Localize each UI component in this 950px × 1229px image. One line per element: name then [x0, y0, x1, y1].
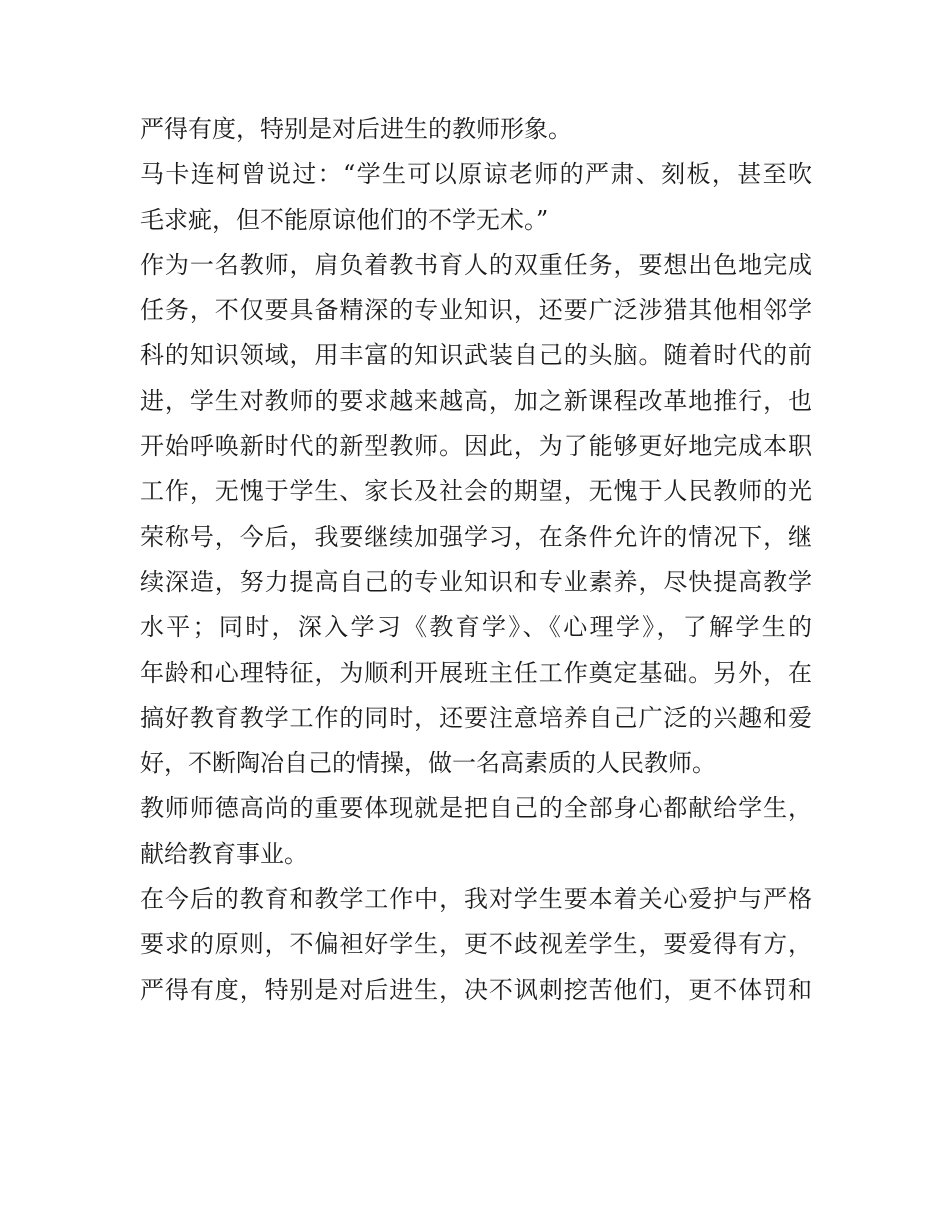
text-line: 水平；同时，深入学习《教育学》、《心理学》，了解学生的: [140, 613, 812, 642]
text-line: 在今后的教育和教学工作中，我对学生要本着关心爱护与严格: [140, 885, 812, 914]
text-line: 毛求疵，但不能原谅他们的不学无术。”: [140, 205, 549, 234]
text-line: 工作，无愧于学生、家长及社会的期望，无愧于人民教师的光: [140, 477, 812, 506]
text-line: 年龄和心理特征，为顺利开展班主任工作奠定基础。另外，在: [140, 658, 812, 687]
text-line: 科的知识领域，用丰富的知识武装自己的头脑。随着时代的前: [140, 341, 812, 370]
text-line: 严得有度，特别是对后进生，决不讽刺挖苦他们，更不体罚和: [140, 975, 812, 1004]
text-line: 荣称号，今后，我要继续加强学习，在条件允许的情况下，继: [140, 522, 812, 551]
text-line: 教师师德高尚的重要体现就是把自己的全部身心都献给学生，: [140, 794, 812, 823]
text-line: 马卡连柯曾说过：“学生可以原谅老师的严肃、刻板，甚至吹: [140, 160, 812, 189]
text-line: 续深造，努力提高自己的专业知识和专业素养，尽快提高教学: [140, 567, 812, 596]
text-line: 严得有度，特别是对后进生的教师形象。: [140, 115, 572, 143]
text-line: 进，学生对教师的要求越来越高，加之新课程改革地推行，也: [140, 386, 812, 415]
document-body: [140, 107, 812, 1013]
text-line: 好，不断陶冶自己的情操，做一名高素质的人民教师。: [140, 749, 716, 778]
text-line: 作为一名教师，肩负着教书育人的双重任务，要想出色地完成: [140, 250, 812, 279]
text-line: 献给教育事业。: [140, 839, 308, 868]
text-line: 任务，不仅要具备精深的专业知识，还要广泛涉猎其他相邻学: [140, 296, 812, 325]
text-line: 开始呼唤新时代的新型教师。因此，为了能够更好地完成本职: [140, 432, 812, 461]
text-line: 要求的原则，不偏袒好学生，更不歧视差学生，要爱得有方，: [140, 930, 812, 959]
text-line: 搞好教育教学工作的同时，还要注意培养自己广泛的兴趣和爱: [140, 703, 812, 732]
